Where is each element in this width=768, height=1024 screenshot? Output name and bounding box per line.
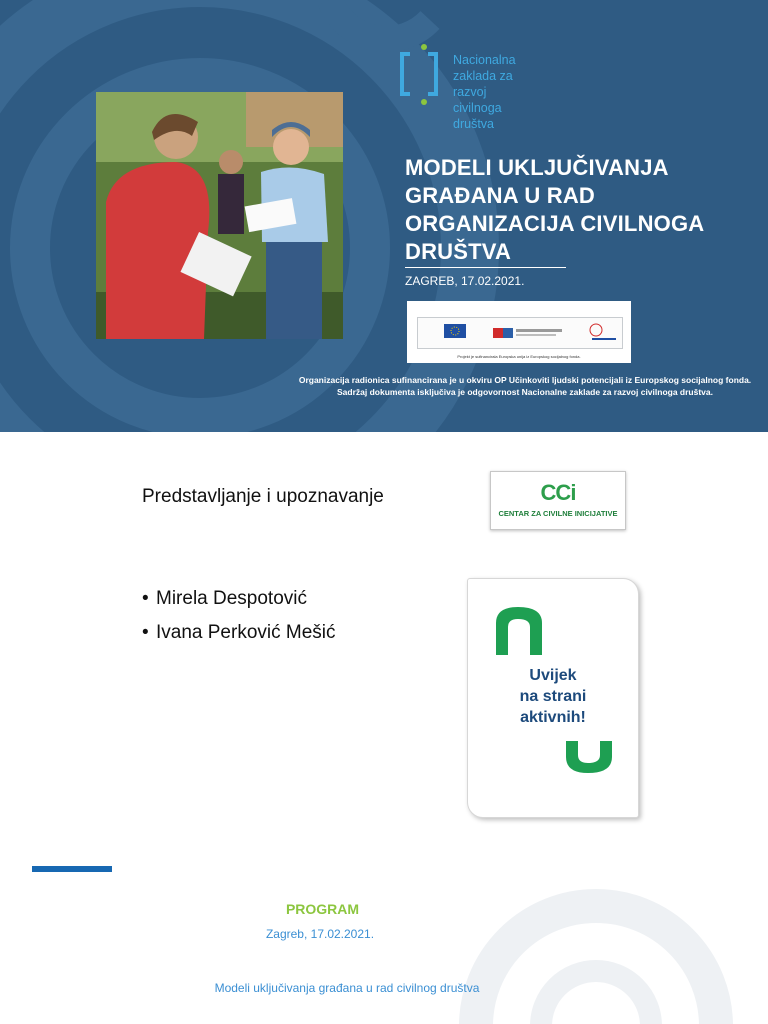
- funding-logos: [418, 318, 622, 348]
- disclaimer-line-1: Organizacija radionica sufinancirana je u okviru OP Učinkoviti ljudski potencijali iz Europskog socijalnog fonda.: [298, 375, 752, 385]
- list-item: [142, 582, 336, 616]
- bullet-marker: •: [142, 622, 149, 643]
- cci-logo: [490, 471, 626, 530]
- title-slide: [0, 0, 768, 432]
- presentation-date: ZAGREB, 17.02.2021.: [405, 274, 525, 288]
- bullet-marker: •: [142, 588, 149, 609]
- presenter-name: Ivana Perković Mešić: [156, 622, 336, 643]
- eu-funding-banner: [407, 301, 631, 363]
- program-label: PROGRAM: [285, 901, 360, 917]
- title-underline: [405, 267, 566, 268]
- funding-disclaimer: [290, 374, 760, 398]
- workshop-photo: [96, 92, 343, 339]
- cci-logo-text: CENTAR ZA CIVILNE INICIJATIVE: [498, 509, 618, 518]
- photo-illustration: [96, 92, 343, 339]
- org-name: Nacionalna zaklada za razvoj civilnoga društva: [453, 53, 516, 131]
- presentation-title: MODELI UKLJUČIVANJA GRAĐANA U RAD ORGANIZACIJA CIVILNOGA DRUŠTVA: [405, 155, 705, 264]
- program-date: Zagreb, 17.02.2021.: [265, 927, 375, 941]
- cci-poster: [467, 578, 639, 818]
- program-subtitle: Modeli uključivanja građana u rad civilnog društva: [214, 981, 480, 995]
- eu-logos-strip: [417, 317, 623, 349]
- poster-slogan: Uvijek na strani aktivnih!: [519, 667, 587, 726]
- presenter-list: [142, 582, 336, 650]
- list-item: [142, 616, 336, 650]
- eu-caption: Projekt je sufinancirala Europska unija iz Europskog socijalnog fonda.: [457, 354, 581, 359]
- intro-heading: Predstavljanje i upoznavanje: [142, 486, 384, 507]
- disclaimer-line-2: Sadržaj dokumenta isključiva je odgovornost Nacionalne zaklade za razvoj civilnoga društva.: [336, 387, 713, 397]
- presenter-name: Mirela Despotović: [156, 588, 307, 609]
- accent-bar: [32, 866, 112, 872]
- cci-logo-mark: CCi: [540, 480, 576, 505]
